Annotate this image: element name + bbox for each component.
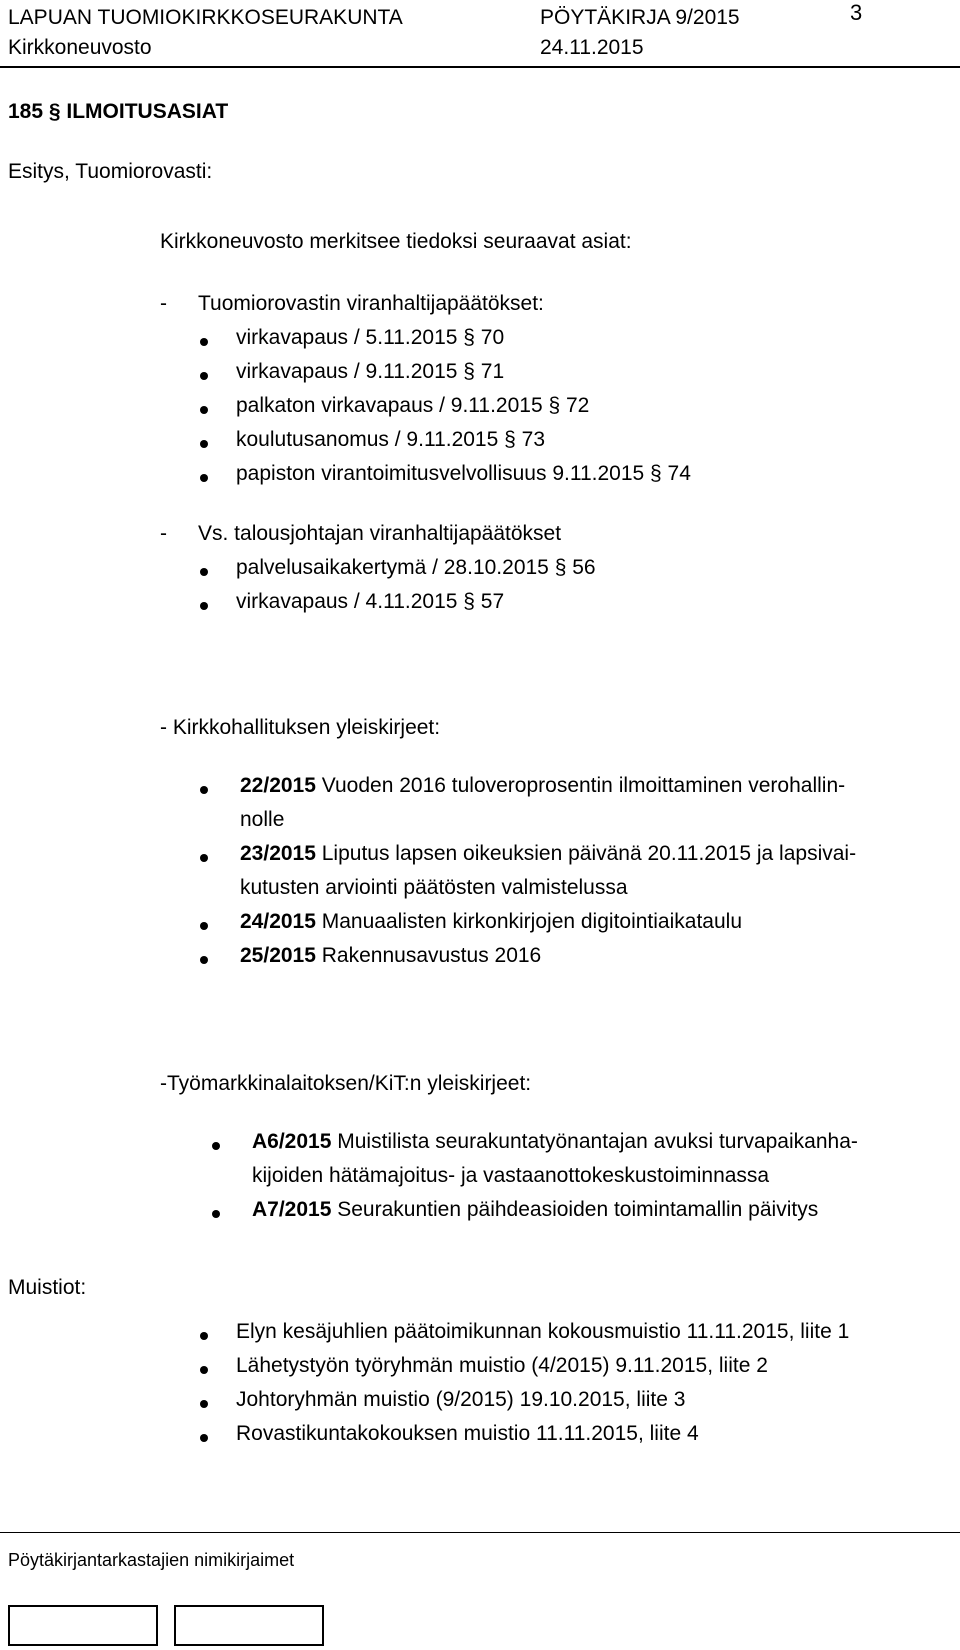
group1-heading: Tuomiorovastin viranhaltijapäätökset: — [198, 292, 544, 315]
bullet-icon — [200, 474, 208, 482]
list-item: Rovastikuntakokouksen muistio 11.11.2015, liite 4 — [236, 1422, 699, 1445]
bullet-icon — [212, 1142, 220, 1150]
bullet-icon — [200, 602, 208, 610]
bullet-icon — [200, 922, 208, 930]
list-item: palvelusaikakertymä / 28.10.2015 § 56 — [236, 556, 596, 579]
list-item: A7/2015 Seurakuntien päihdeasioiden toimintamallin päivitys — [252, 1198, 819, 1221]
list-item-continuation: nolle — [240, 808, 285, 831]
footer-rule — [0, 1532, 960, 1533]
page-number: 3 — [850, 0, 863, 25]
section-title: 185 § ILMOITUSASIAT — [8, 100, 229, 123]
header-date: 24.11.2015 — [540, 36, 644, 59]
list-item: virkavapaus / 4.11.2015 § 57 — [236, 590, 505, 613]
list-item: 22/2015 Vuoden 2016 tuloveroprosentin ilmoittaminen verohallin- — [240, 774, 846, 797]
list-item-continuation: kijoiden hätämajoitus- ja vastaanottokeskustoiminnassa — [252, 1164, 770, 1187]
list-item: palkaton virkavapaus / 9.11.2015 § 72 — [236, 394, 590, 417]
signature-box — [174, 1605, 324, 1646]
bullet-icon — [200, 568, 208, 576]
group2-heading: Vs. talousjohtajan viranhaltijapäätökset — [198, 522, 562, 545]
list-item: 25/2015 Rakennusavustus 2016 — [240, 944, 542, 967]
list-item: Johtoryhmän muistio (9/2015) 19.10.2015, liite 3 — [236, 1388, 686, 1411]
bullet-icon — [200, 1434, 208, 1442]
bullet-icon — [200, 786, 208, 794]
list-item: virkavapaus / 5.11.2015 § 70 — [236, 326, 505, 349]
signatures-label: Pöytäkirjantarkastajien nimikirjaimet — [8, 1550, 295, 1570]
bullet-icon — [200, 1366, 208, 1374]
memos-label: Muistiot: — [8, 1276, 87, 1299]
header-doc: PÖYTÄKIRJA 9/2015 — [540, 6, 740, 29]
bullet-icon — [212, 1210, 220, 1218]
group4-heading: -Työmarkkinalaitoksen/KiT:n yleiskirjeet: — [160, 1072, 532, 1095]
group2-dash: - — [160, 522, 167, 545]
list-item: koulutusanomus / 9.11.2015 § 73 — [236, 428, 546, 451]
bullet-icon — [200, 440, 208, 448]
list-item: Lähetystyön työryhmän muistio (4/2015) 9.11.2015, liite 2 — [236, 1354, 768, 1377]
group1-dash: - — [160, 292, 167, 315]
list-item: virkavapaus / 9.11.2015 § 71 — [236, 360, 505, 383]
section-intro: Kirkkoneuvosto merkitsee tiedoksi seuraavat asiat: — [160, 230, 632, 253]
bullet-icon — [200, 406, 208, 414]
list-item-continuation: kutusten arviointi päätösten valmistelussa — [240, 876, 628, 899]
header-rule — [0, 66, 960, 68]
group3-heading: - Kirkkohallituksen yleiskirjeet: — [160, 716, 441, 739]
list-item: 24/2015 Manuaalisten kirkonkirjojen digitointiaikataulu — [240, 910, 742, 933]
bullet-icon — [200, 956, 208, 964]
signature-box — [8, 1605, 158, 1646]
list-item: 23/2015 Liputus lapsen oikeuksien päivänä 20.11.2015 ja lapsivai- — [240, 842, 857, 865]
bullet-icon — [200, 854, 208, 862]
bullet-icon — [200, 372, 208, 380]
bullet-icon — [200, 1400, 208, 1408]
header-org: LAPUAN TUOMIOKIRKKOSEURAKUNTA — [8, 6, 403, 29]
bullet-icon — [200, 338, 208, 346]
bullet-icon — [200, 1332, 208, 1340]
list-item: Elyn kesäjuhlien päätoimikunnan kokousmuistio 11.11.2015, liite 1 — [236, 1320, 850, 1343]
header-body: Kirkkoneuvosto — [8, 36, 152, 59]
list-item: A6/2015 Muistilista seurakuntatyönantajan avuksi turvapaikanha- — [252, 1130, 858, 1153]
list-item: papiston virantoimitusvelvollisuus 9.11.2015 § 74 — [236, 462, 691, 485]
section-presenter: Esitys, Tuomiorovasti: — [8, 160, 213, 183]
